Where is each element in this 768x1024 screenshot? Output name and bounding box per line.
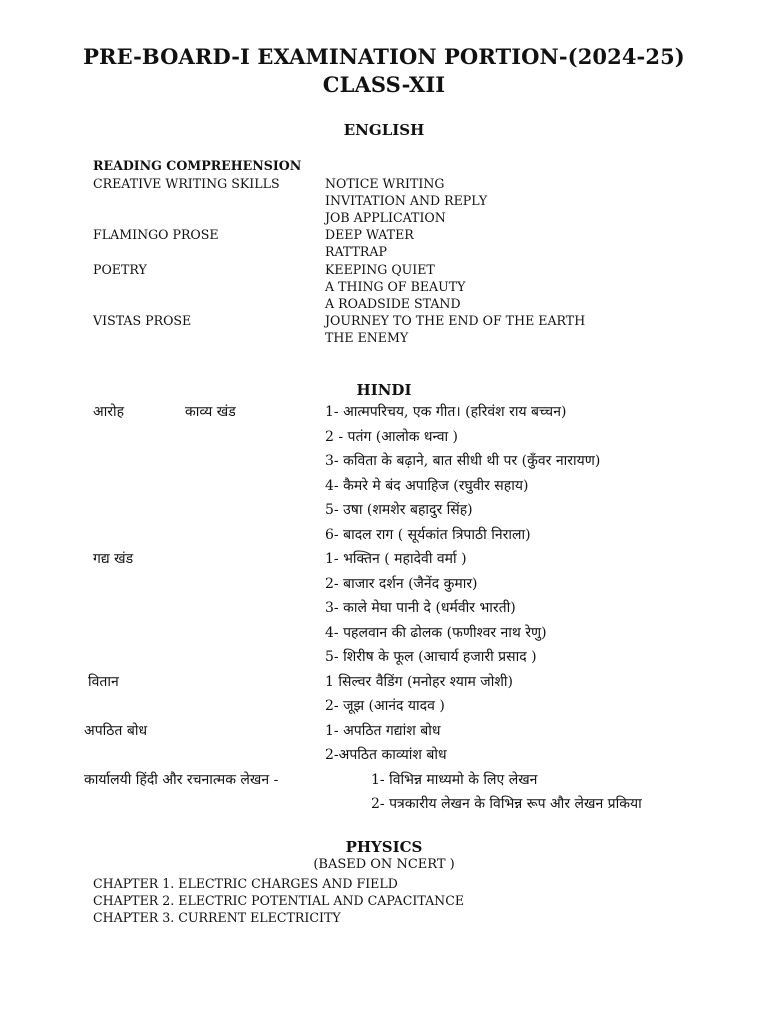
list-item: 1- भक्तिन ( महादेवी वर्मा ) bbox=[325, 551, 467, 567]
poetry-label: POETRY bbox=[93, 262, 147, 277]
aroh-label: आरोह bbox=[93, 404, 125, 420]
reading-comprehension: READING COMPREHENSION bbox=[93, 158, 302, 173]
apathit-label: अपठित बोध bbox=[84, 723, 148, 739]
vitan-label: वितान bbox=[88, 674, 119, 690]
vistas-label: VISTAS PROSE bbox=[93, 313, 192, 328]
list-item: 3- काले मेघा पानी दे (धर्मवीर भारती) bbox=[325, 600, 516, 616]
list-item: KEEPING QUIET bbox=[325, 262, 435, 277]
list-item: 4- कैमरे मे बंद अपाहिज (रघुवीर सहाय) bbox=[325, 478, 529, 494]
list-item: INVITATION AND REPLY bbox=[325, 193, 488, 208]
list-item: 2- पत्रकारीय लेखन के विभिन्न रूप और लेखन प्रकिया bbox=[371, 796, 642, 812]
list-item: DEEP WATER bbox=[325, 227, 414, 242]
list-item: 2- जूझ (आनंद यादव ) bbox=[325, 698, 445, 714]
list-item: 1- आत्मपरिचय, एक गीत। (हरिवंश राय बच्चन) bbox=[325, 404, 567, 420]
list-item: THE ENEMY bbox=[325, 330, 409, 345]
list-item: 2 - पतंग (आलोक धन्वा ) bbox=[325, 429, 459, 445]
list-item: A THING OF BEAUTY bbox=[325, 279, 466, 294]
list-item: A ROADSIDE STAND bbox=[325, 296, 461, 311]
list-item: JOB APPLICATION bbox=[325, 210, 446, 225]
list-item: 5- उषा (शमशेर बहादुर सिंह) bbox=[325, 502, 473, 518]
list-item: CHAPTER 1. ELECTRIC CHARGES AND FIELD bbox=[93, 876, 398, 891]
list-item: CHAPTER 2. ELECTRIC POTENTIAL AND CAPACITANCE bbox=[93, 893, 465, 908]
flamingo-label: FLAMINGO PROSE bbox=[93, 227, 219, 242]
kavya-khand-label: काव्य खंड bbox=[185, 404, 236, 420]
gadya-khand-label: गद्य खंड bbox=[93, 551, 134, 567]
list-item: 1- विभिन्न माध्यमो के लिए लेखन bbox=[371, 772, 538, 788]
list-item: 3- कविता के बढ़ाने, बात सीधी थी पर (कुँवर नारायण) bbox=[325, 453, 601, 469]
list-item: CHAPTER 3. CURRENT ELECTRICITY bbox=[93, 910, 341, 925]
list-item: 2- बाजार दर्शन (जैनेंद कुमार) bbox=[325, 576, 478, 592]
list-item: 4- पहलवान की ढोलक (फणीश्वर नाथ रेणु) bbox=[325, 625, 547, 641]
class-title: CLASS-XII bbox=[322, 72, 446, 97]
list-item: 2-अपठित काव्यांश बोध bbox=[325, 747, 447, 763]
list-item: 6- बादल राग ( सूर्यकांत त्रिपाठी निराला) bbox=[325, 527, 531, 543]
hindi-heading: HINDI bbox=[356, 381, 412, 399]
list-item: RATTRAP bbox=[325, 244, 387, 259]
list-item: 5- शिरीष के फूल (आचार्य हजारी प्रसाद ) bbox=[325, 649, 537, 665]
karyalayi-label: कार्यालयी हिंदी और रचनात्मक लेखन - bbox=[84, 772, 279, 788]
list-item: 1 सिल्वर वैडिंग (मनोहर श्याम जोशी) bbox=[325, 674, 513, 690]
page-title: PRE-BOARD-I EXAMINATION PORTION-(2024-25) bbox=[83, 44, 685, 69]
list-item: JOURNEY TO THE END OF THE EARTH bbox=[325, 313, 586, 328]
physics-subheading: (BASED ON NCERT ) bbox=[313, 857, 455, 872]
creative-writing-label: CREATIVE WRITING SKILLS bbox=[93, 176, 280, 191]
list-item: NOTICE WRITING bbox=[325, 176, 445, 191]
english-heading: ENGLISH bbox=[343, 121, 425, 139]
list-item: 1- अपठित गद्यांश बोध bbox=[325, 723, 441, 739]
physics-heading: PHYSICS bbox=[345, 838, 423, 856]
